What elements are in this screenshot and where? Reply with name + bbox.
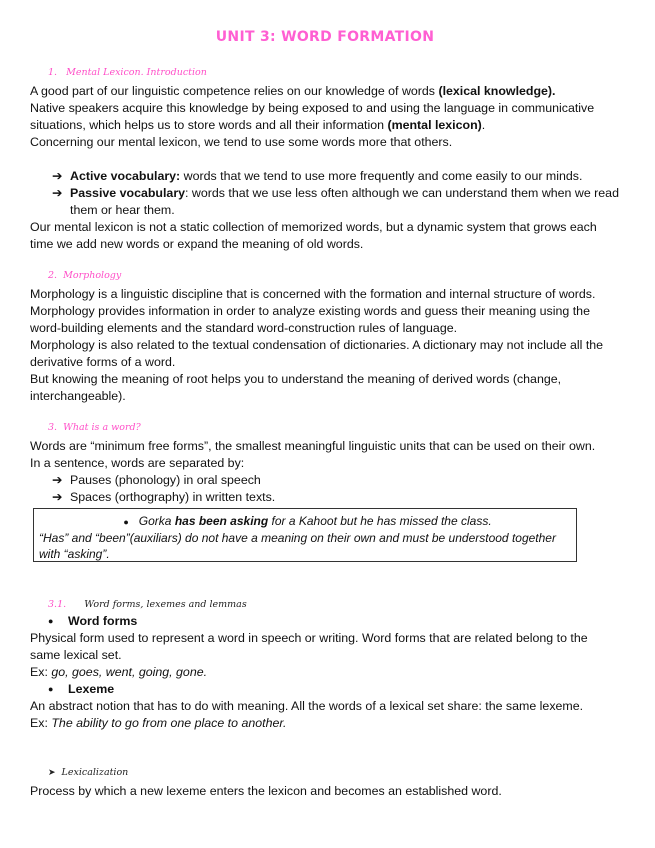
arrow-icon: ➔ bbox=[52, 169, 63, 183]
definition-passive-vocabulary: : words that we use less often although we can understand them when we read them or hear them. bbox=[70, 186, 619, 217]
section-2-title: Morphology bbox=[63, 270, 122, 281]
section-3-p1: Words are “minimum free forms”, the smallest meaningful linguistic units that can be used on their own. bbox=[30, 439, 596, 453]
section-3-number: 3. bbox=[48, 422, 58, 433]
example-text-a: Gorka bbox=[138, 514, 175, 528]
definition-active-vocabulary: words that we tend to use more frequently and come easily to our minds. bbox=[180, 169, 583, 183]
section-1-heading bbox=[48, 67, 207, 78]
section-3-heading bbox=[48, 422, 141, 433]
section-1-p2-text: Native speakers acquire this knowledge by being exposed to and using the language in communicative situations, which helps us to store words and all their information bbox=[30, 101, 595, 132]
section-1-body bbox=[30, 83, 620, 151]
section-2-number: 2. bbox=[48, 270, 58, 281]
arrow-icon: ➔ bbox=[52, 490, 63, 504]
word-forms-term: Word forms bbox=[68, 614, 138, 628]
lexeme-term-row bbox=[30, 681, 620, 698]
section-2-p1: Morphology is a linguistic discipline that is concerned with the formation and internal structure of words. bbox=[30, 287, 596, 301]
word-forms-example-text: go, goes, went, going, gone. bbox=[51, 665, 208, 679]
bullet-icon: ● bbox=[48, 684, 54, 694]
section-3-body bbox=[30, 438, 620, 506]
lexicalization-heading bbox=[48, 767, 128, 778]
bullet-icon: ● bbox=[123, 517, 129, 527]
section-2-heading bbox=[48, 270, 121, 281]
bullet-icon: ● bbox=[48, 616, 54, 626]
section-3-title: What is a word? bbox=[63, 422, 141, 433]
list-item-passive-vocabulary bbox=[30, 185, 620, 219]
section-1-p2-end: . bbox=[481, 118, 486, 132]
arrow-icon: ➔ bbox=[52, 186, 63, 200]
lexeme-definition: An abstract notion that has to do with meaning. All the words of a lexical set share: the same lexeme. bbox=[30, 699, 584, 713]
section-1-p1-bold: (lexical knowledge). bbox=[438, 84, 556, 98]
section-2-p2: Morphology provides information in order to analyze existing words and guess their meaning using the word-building elements and the standard word-construction rules of language. bbox=[30, 304, 590, 335]
list-item-pauses-text: Pauses (phonology) in oral speech bbox=[70, 473, 261, 487]
word-forms-term-row bbox=[30, 613, 620, 630]
section-1-number: 1. bbox=[48, 67, 58, 78]
example-note: “Has” and “been”(auxiliars) do not have a meaning on their own and must be understood together with “asking”. bbox=[39, 531, 556, 561]
example-box bbox=[33, 508, 577, 562]
section-1-p3: Concerning our mental lexicon, we tend to use some words more that others. bbox=[30, 135, 453, 149]
lexeme-example bbox=[30, 715, 620, 732]
section-3-1-body bbox=[30, 613, 620, 732]
lexeme-term: Lexeme bbox=[68, 682, 115, 696]
example-text-c: for a Kahoot but he has missed the class. bbox=[268, 514, 492, 528]
section-3-p2: In a sentence, words are separated by: bbox=[30, 456, 245, 470]
section-1-p2-bold: (mental lexicon) bbox=[387, 118, 482, 132]
section-1-p2 bbox=[30, 100, 620, 134]
example-sentence bbox=[39, 513, 576, 530]
list-item-spaces bbox=[30, 489, 620, 506]
section-2-body bbox=[30, 286, 620, 405]
list-item-active-vocabulary bbox=[30, 168, 620, 185]
page-title: UNIT 3: WORD FORMATION bbox=[215, 29, 435, 45]
word-forms-example-label: Ex: bbox=[30, 665, 52, 679]
word-forms-example bbox=[30, 664, 620, 681]
lexicalization-definition: Process by which a new lexeme enters the lexicon and becomes an established word. bbox=[30, 784, 502, 798]
section-3-1-number: 3.1. bbox=[48, 599, 67, 610]
chevron-right-icon: ➤ bbox=[48, 768, 56, 778]
lexeme-example-text: The ability to go from one place to another. bbox=[51, 716, 287, 730]
list-item-spaces-text: Spaces (orthography) in written texts. bbox=[70, 490, 276, 504]
section-1-p1 bbox=[30, 83, 620, 100]
section-1-p1-text: A good part of our linguistic competence relies on our knowledge of words bbox=[30, 84, 439, 98]
section-1-title: Mental Lexicon. Introduction bbox=[66, 67, 207, 78]
word-forms-definition: Physical form used to represent a word in speech or writing. Word forms that are related belong to the same lexical set. bbox=[30, 631, 588, 662]
section-3-1-title: Word forms, lexemes and lemmas bbox=[84, 599, 247, 610]
arrow-icon: ➔ bbox=[52, 473, 63, 487]
term-passive-vocabulary: Passive vocabulary bbox=[70, 186, 186, 200]
lexeme-example-label: Ex: bbox=[30, 716, 52, 730]
vocabulary-list bbox=[30, 168, 620, 219]
term-active-vocabulary: Active vocabulary: bbox=[70, 169, 181, 183]
example-text-bold: has been asking bbox=[174, 514, 269, 528]
section-1-p4: Our mental lexicon is not a static collection of memorized words, but a dynamic system that grows each time we add new words or expand the meaning of old words. bbox=[30, 220, 597, 251]
list-item-pauses bbox=[30, 472, 620, 489]
section-2-p3: Morphology is also related to the textual condensation of dictionaries. A dictionary may not include all the derivative forms of a word. bbox=[30, 338, 604, 369]
section-3-1-heading bbox=[48, 599, 247, 610]
lexicalization-title: Lexicalization bbox=[61, 767, 129, 778]
section-2-p4: But knowing the meaning of root helps you to understand the meaning of derived words (change, interchangeable). bbox=[30, 372, 562, 403]
